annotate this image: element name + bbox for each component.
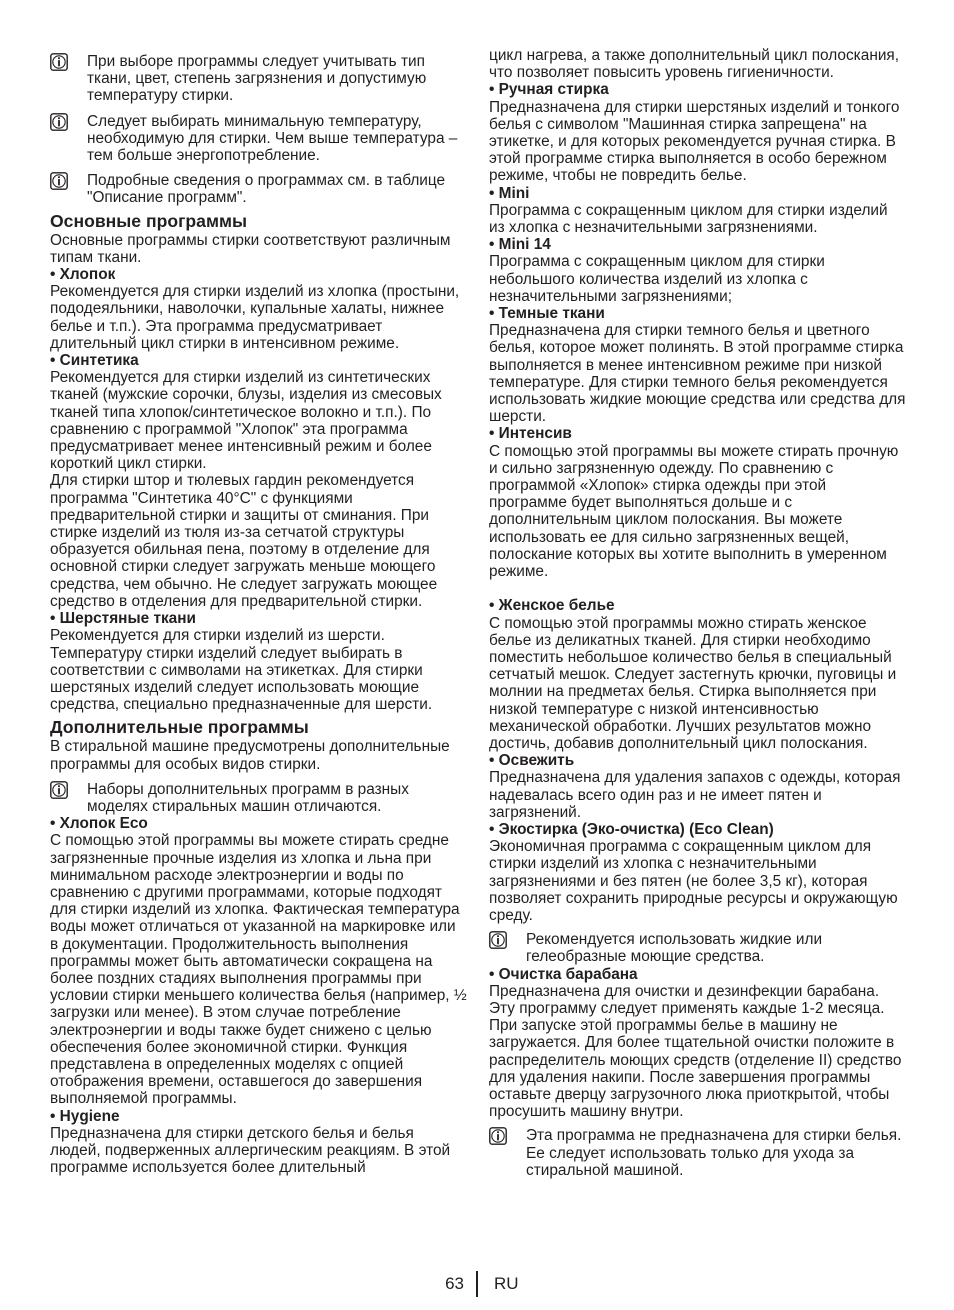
language-code: RU xyxy=(494,1274,519,1293)
program-text-hygiene: Предназначена для стирки детского белья и белья людей, подверженных аллергическим реакциям. В этой программе используется более длительный xyxy=(50,1124,451,1177)
page-number: 63 xyxy=(445,1274,464,1293)
program-text-cotton-eco: С помощью этой программы вы можете стирать средне загрязненные прочные изделия из хлопка и льна при минимальном расходе электроэнергии и воды по сравнению с другими программами, которые подходят для стирки изделий из хлопка. Фактическая температура воды может отличаться от указанной на маркировке или в документации. Продолжительность выполнения программы может быть автоматически сокращена на более поздних стадиях выполнения программы при условии стирки меньшего количества белья (например, ½ загрузки или менее). В этом случае потребление электроэнергии и воды также будет снижено с целью обеспечения более экономичной стирки. Функция представлена в определенных моделях с опцией отображения времени, оставшегося до завершения выполняемой программы. xyxy=(50,832,467,1108)
program-title-cotton-eco: • Хлопок Eco xyxy=(50,815,148,833)
note-text: Следует выбирать минимальную температуру, необходимую для стирки. Чем выше температура – тем больше энергопотребление. xyxy=(87,112,458,165)
info-icon xyxy=(50,172,68,190)
left-column xyxy=(50,47,468,1176)
right-column xyxy=(489,47,907,1179)
info-note xyxy=(50,53,468,105)
info-icon xyxy=(50,781,68,799)
program-text-refresh: Предназначена для удаления запахов с одежды, которая надевалась всего один раз и не имеет пятен и загрязнений. xyxy=(489,769,901,821)
program-text-lingerie: С помощью этой программы можно стирать женское белье из деликатных тканей. Для стирки необходимо поместить небольшое количество белья в специальный сетчатый мешок. Следует застегнуть крючки, пуговицы и молнии на предметах белья. Стирка выполняется при низкой температуре с низкой интенсивностью механической обработки. Лучших результатов можно достичь, добавив дополнительный цикл полоскания. xyxy=(489,614,897,752)
program-text-mini: Программа с сокращенным циклом для стирки изделий из хлопка с незначительными загрязнениями. xyxy=(489,201,888,237)
section-heading-main: Основные программы xyxy=(50,210,248,231)
info-note xyxy=(50,172,468,206)
program-title-cotton: • Хлопок xyxy=(50,266,116,284)
info-icon xyxy=(50,113,68,131)
program-text-synthetic-curtains: Для стирки штор и тюлевых гардин рекомендуется программа "Синтетика 40°C" с функциями предварительной стирки и защиты от сминания. При стирке изделий из тюля из-за сетчатой структуры образуется обильная пена, поэтому в отделение для основной стирки следует загружать меньше моющего средства, чем обычно. Не следует загружать моющее средство в отделения для предварительной стирки. xyxy=(50,472,438,610)
section-heading-extra: Дополнительные программы xyxy=(50,717,309,738)
program-text-hand-wash: Предназначена для стирки шерстяных изделий и тонкого белья с символом "Машинная стирка запрещена" на этикетке, и для которых рекомендуется ручная стирка. В этой программе стирка выполняется в особо бережном режиме, чтобы не повредить белье. xyxy=(489,98,900,185)
page-footer xyxy=(0,1271,954,1297)
program-title-wool: • Шерстяные ткани xyxy=(50,610,197,628)
program-title-drum-clean: • Очистка барабана xyxy=(489,965,638,983)
program-text-eco-clean: Экономичная программа с сокращенным циклом для стирки изделий из хлопка с незначительными загрязнениями и без пятен (не более 3,5 кг), которая позволяет сохранить природные ресурсы и окружающую среду. xyxy=(489,838,898,924)
program-title-mini-14: • Mini 14 xyxy=(489,236,551,254)
note-text: Подробные сведения о программах см. в таблице "Описание программ". xyxy=(87,172,446,207)
program-text-wool: Рекомендуется для стирки изделий из шерсти. Температуру стирки изделий следует выбирать в соответствии с символами на этикетках. Для стирки шерстяных изделий следует использовать моющие средства, специально предназначенные для шерсти. xyxy=(50,627,433,714)
info-note xyxy=(50,113,468,165)
program-text-dark: Предназначена для стирки темного белья и цветного белья, которое может полинять. В этой программе стирка выполняется в менее интенсивном режиме при низкой температуре. Для стирки темного белья рекомендуется использовать жидкие моющие средства или средства для шерсти. xyxy=(489,322,906,426)
note-text: Эта программа не предназначена для стирки белья. Ее следует использовать только для ухода за стиральной машиной. xyxy=(526,1127,902,1179)
note-text: Рекомендуется использовать жидкие или гелеобразные моющие средства. xyxy=(526,931,823,966)
program-text-cotton: Рекомендуется для стирки изделий из хлопка (простыни, пододеяльники, наволочки, купальные халаты, нижнее белье и т.п.). Эта программа предусматривает длительный цикл стирки в интенсивном режиме. xyxy=(50,283,460,352)
footer-separator xyxy=(476,1271,478,1297)
section-intro: Основные программы стирки соответствуют различным типам ткани. xyxy=(50,231,451,266)
program-title-synthetic: • Синтетика xyxy=(50,352,139,370)
program-title-intensive: • Интенсив xyxy=(489,425,572,443)
note-text: Наборы дополнительных программ в разных моделях стиральных машин отличаются. xyxy=(87,780,409,815)
paragraph-gap xyxy=(489,580,907,597)
note-text: При выборе программы следует учитывать тип ткани, цвет, степень загрязнения и допустимую температуру стирки. xyxy=(87,53,427,105)
program-text-synthetic: Рекомендуется для стирки изделий из синтетических тканей (мужские сорочки, блузы, изделия из смесовых тканей типа хлопок/синтетическое волокно и т.п.). По сравнению с программой "Хлопок" эта программа предусматривает менее интенсивный режим и более короткий цикл стирки. xyxy=(50,369,442,473)
section-intro: В стиральной машине предусмотрены дополнительные программы для особых видов стирки. xyxy=(50,738,450,773)
program-title-hand-wash: • Ручная стирка xyxy=(489,81,609,99)
program-text-mini-14: Программа с сокращенным циклом для стирки небольшого количества изделий из хлопка с незначительными загрязнениями; xyxy=(489,253,825,305)
program-title-hygiene: • Hygiene xyxy=(50,1107,120,1125)
info-note xyxy=(489,1127,907,1179)
info-icon xyxy=(489,1127,507,1145)
info-icon xyxy=(50,53,68,71)
program-text-intensive: С помощью этой программы вы можете стирать прочную и сильно загрязненную одежду. По сравнению с программой «Хлопок» стирка одежды при этой программе будет выполняться дольше и с дополнительным циклом полоскания. Вы можете использовать ее для сильно загрязненных вещей, полоскание которых вы хотите выполнить в умеренном режиме. xyxy=(489,442,899,581)
program-title-mini: • Mini xyxy=(489,184,530,202)
info-note xyxy=(50,781,468,815)
program-title-dark: • Темные ткани xyxy=(489,305,605,323)
program-text-hygiene-continued: цикл нагрева, а также дополнительный цикл полоскания, что позволяет повысить уровень гигиеничности. xyxy=(489,47,900,82)
info-icon xyxy=(489,931,507,949)
program-title-eco-clean: • Экостирка (Эко-очистка) (Eco Clean) xyxy=(489,820,774,838)
info-note xyxy=(489,931,907,965)
program-title-refresh: • Освежить xyxy=(489,752,575,770)
program-title-lingerie: • Женское белье xyxy=(489,597,615,615)
program-text-drum-clean: Предназначена для очистки и дезинфекции барабана. Эту программу следует применять каждые 1-2 месяца. При запуске этой программы белье в машину не загружается. Для более тщательной очистки положите в распределитель моющих средств (отделение II) средство для удаления накипи. После завершения программы оставьте дверцу загрузочного люка приоткрытой, чтобы просушить машину внутри. xyxy=(489,982,902,1121)
